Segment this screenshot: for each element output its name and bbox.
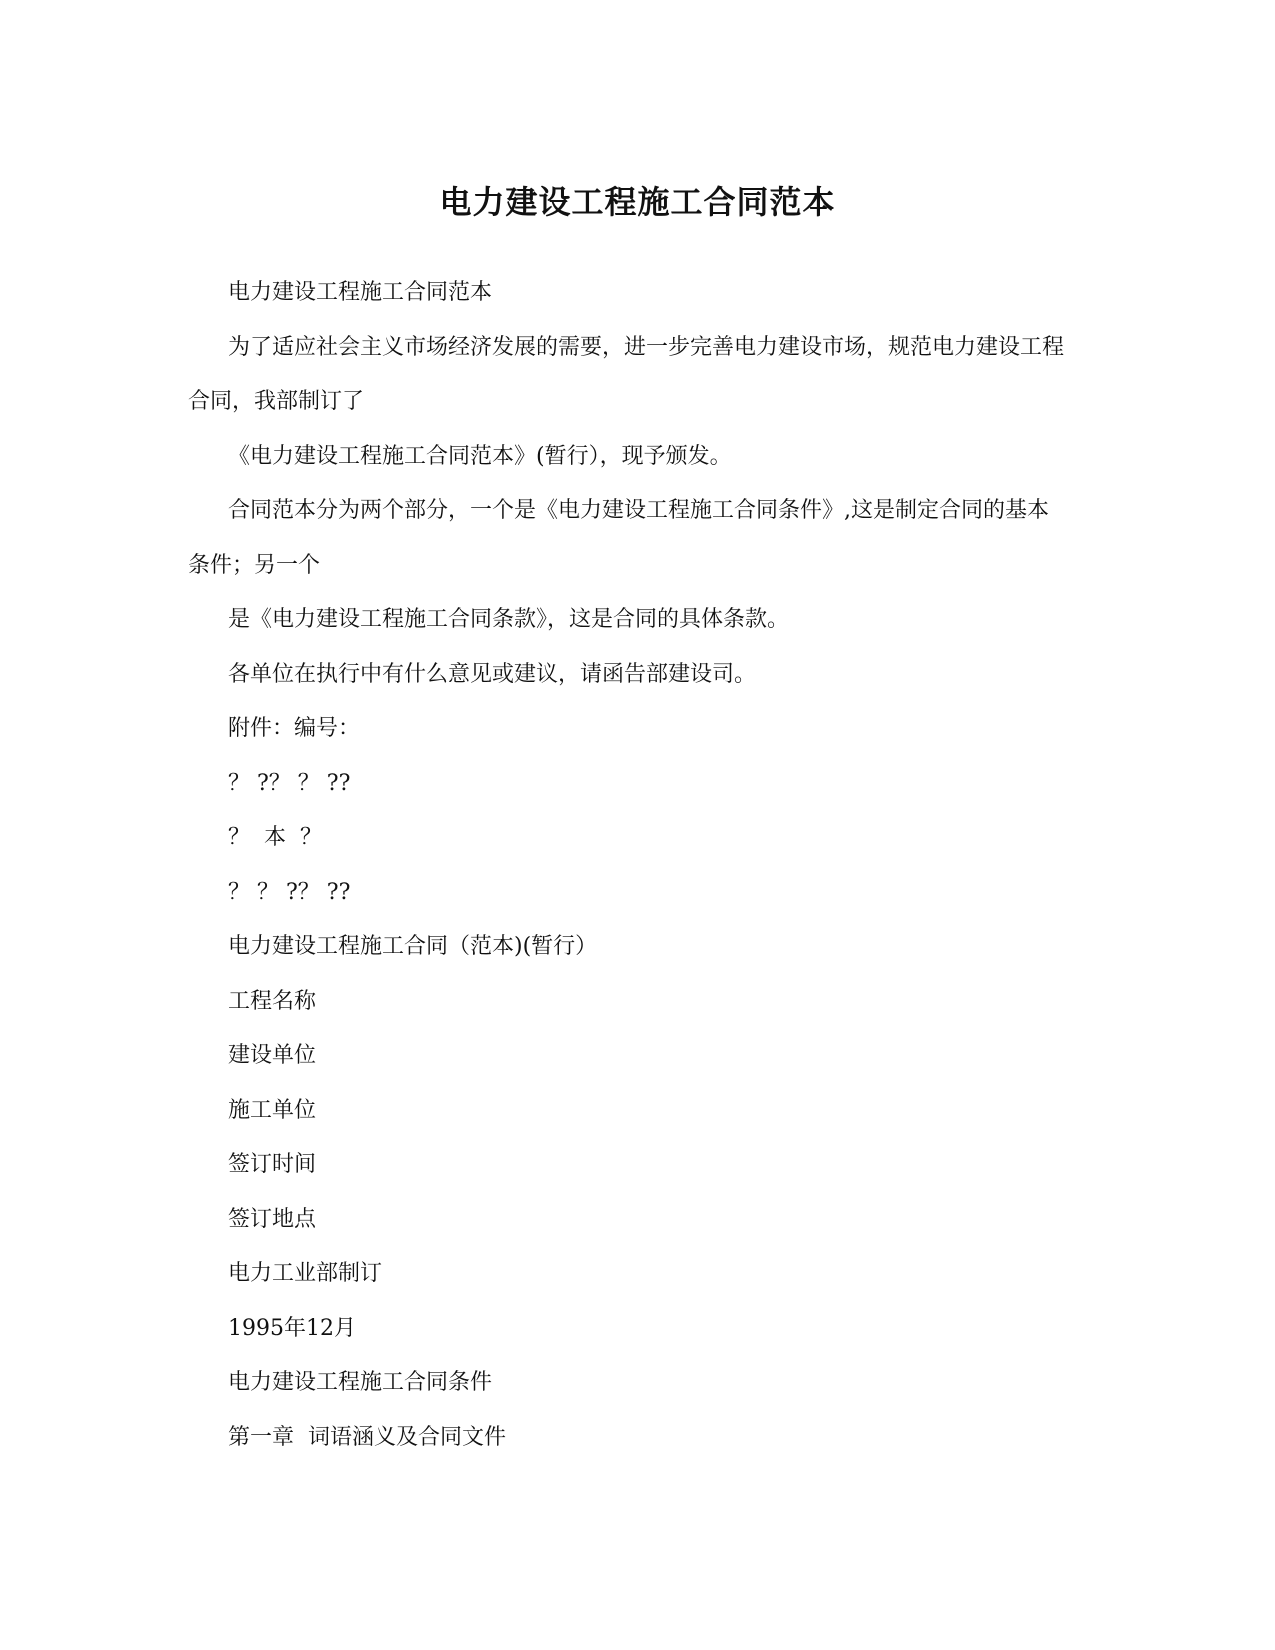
- paragraph: 电力建设工程施工合同范本: [228, 280, 493, 305]
- document-body: [188, 266, 1068, 1465]
- paragraph: 合同范本分为两个部分，一个是《电力建设工程施工合同条件》,这是制定合同的基本条件；另一个: [188, 498, 1049, 578]
- paragraph: 第一章 词语涵义及合同文件: [228, 1424, 506, 1450]
- paragraph: 施工单位: [228, 1097, 317, 1123]
- paragraph: 建设单位: [228, 1043, 317, 1068]
- paragraph: 1995年12月: [228, 1315, 356, 1341]
- paragraph: 电力建设工程施工合同（范本)(暂行）: [228, 934, 598, 959]
- paragraph: 附件：编号：: [228, 716, 361, 741]
- paragraph: 各单位在执行中有什么意见或建议，请函告部建设司。: [228, 661, 757, 687]
- paragraph: ？ ？ ?？ ??: [228, 879, 351, 905]
- paragraph: ？ 本 ？: [228, 825, 322, 850]
- paragraph: 签订地点: [228, 1206, 317, 1232]
- document-title: 电力建设工程施工合同范本: [439, 183, 836, 221]
- paragraph: 工程名称: [228, 988, 317, 1014]
- paragraph: 电力工业部制订: [228, 1261, 383, 1286]
- paragraph: ？ ?？ ？ ??: [228, 770, 351, 796]
- paragraph: 《电力建设工程施工合同范本》(暂行），现予颁发。: [228, 443, 732, 469]
- paragraph: 是《电力建设工程施工合同条款》，这是合同的具体条款。: [228, 607, 790, 632]
- paragraph: 签订时间: [228, 1152, 317, 1177]
- paragraph: 为了适应社会主义市场经济发展的需要，进一步完善电力建设市场，规范电力建设工程合同，我部制订了: [188, 334, 1065, 414]
- paragraph: 电力建设工程施工合同条件: [228, 1370, 493, 1395]
